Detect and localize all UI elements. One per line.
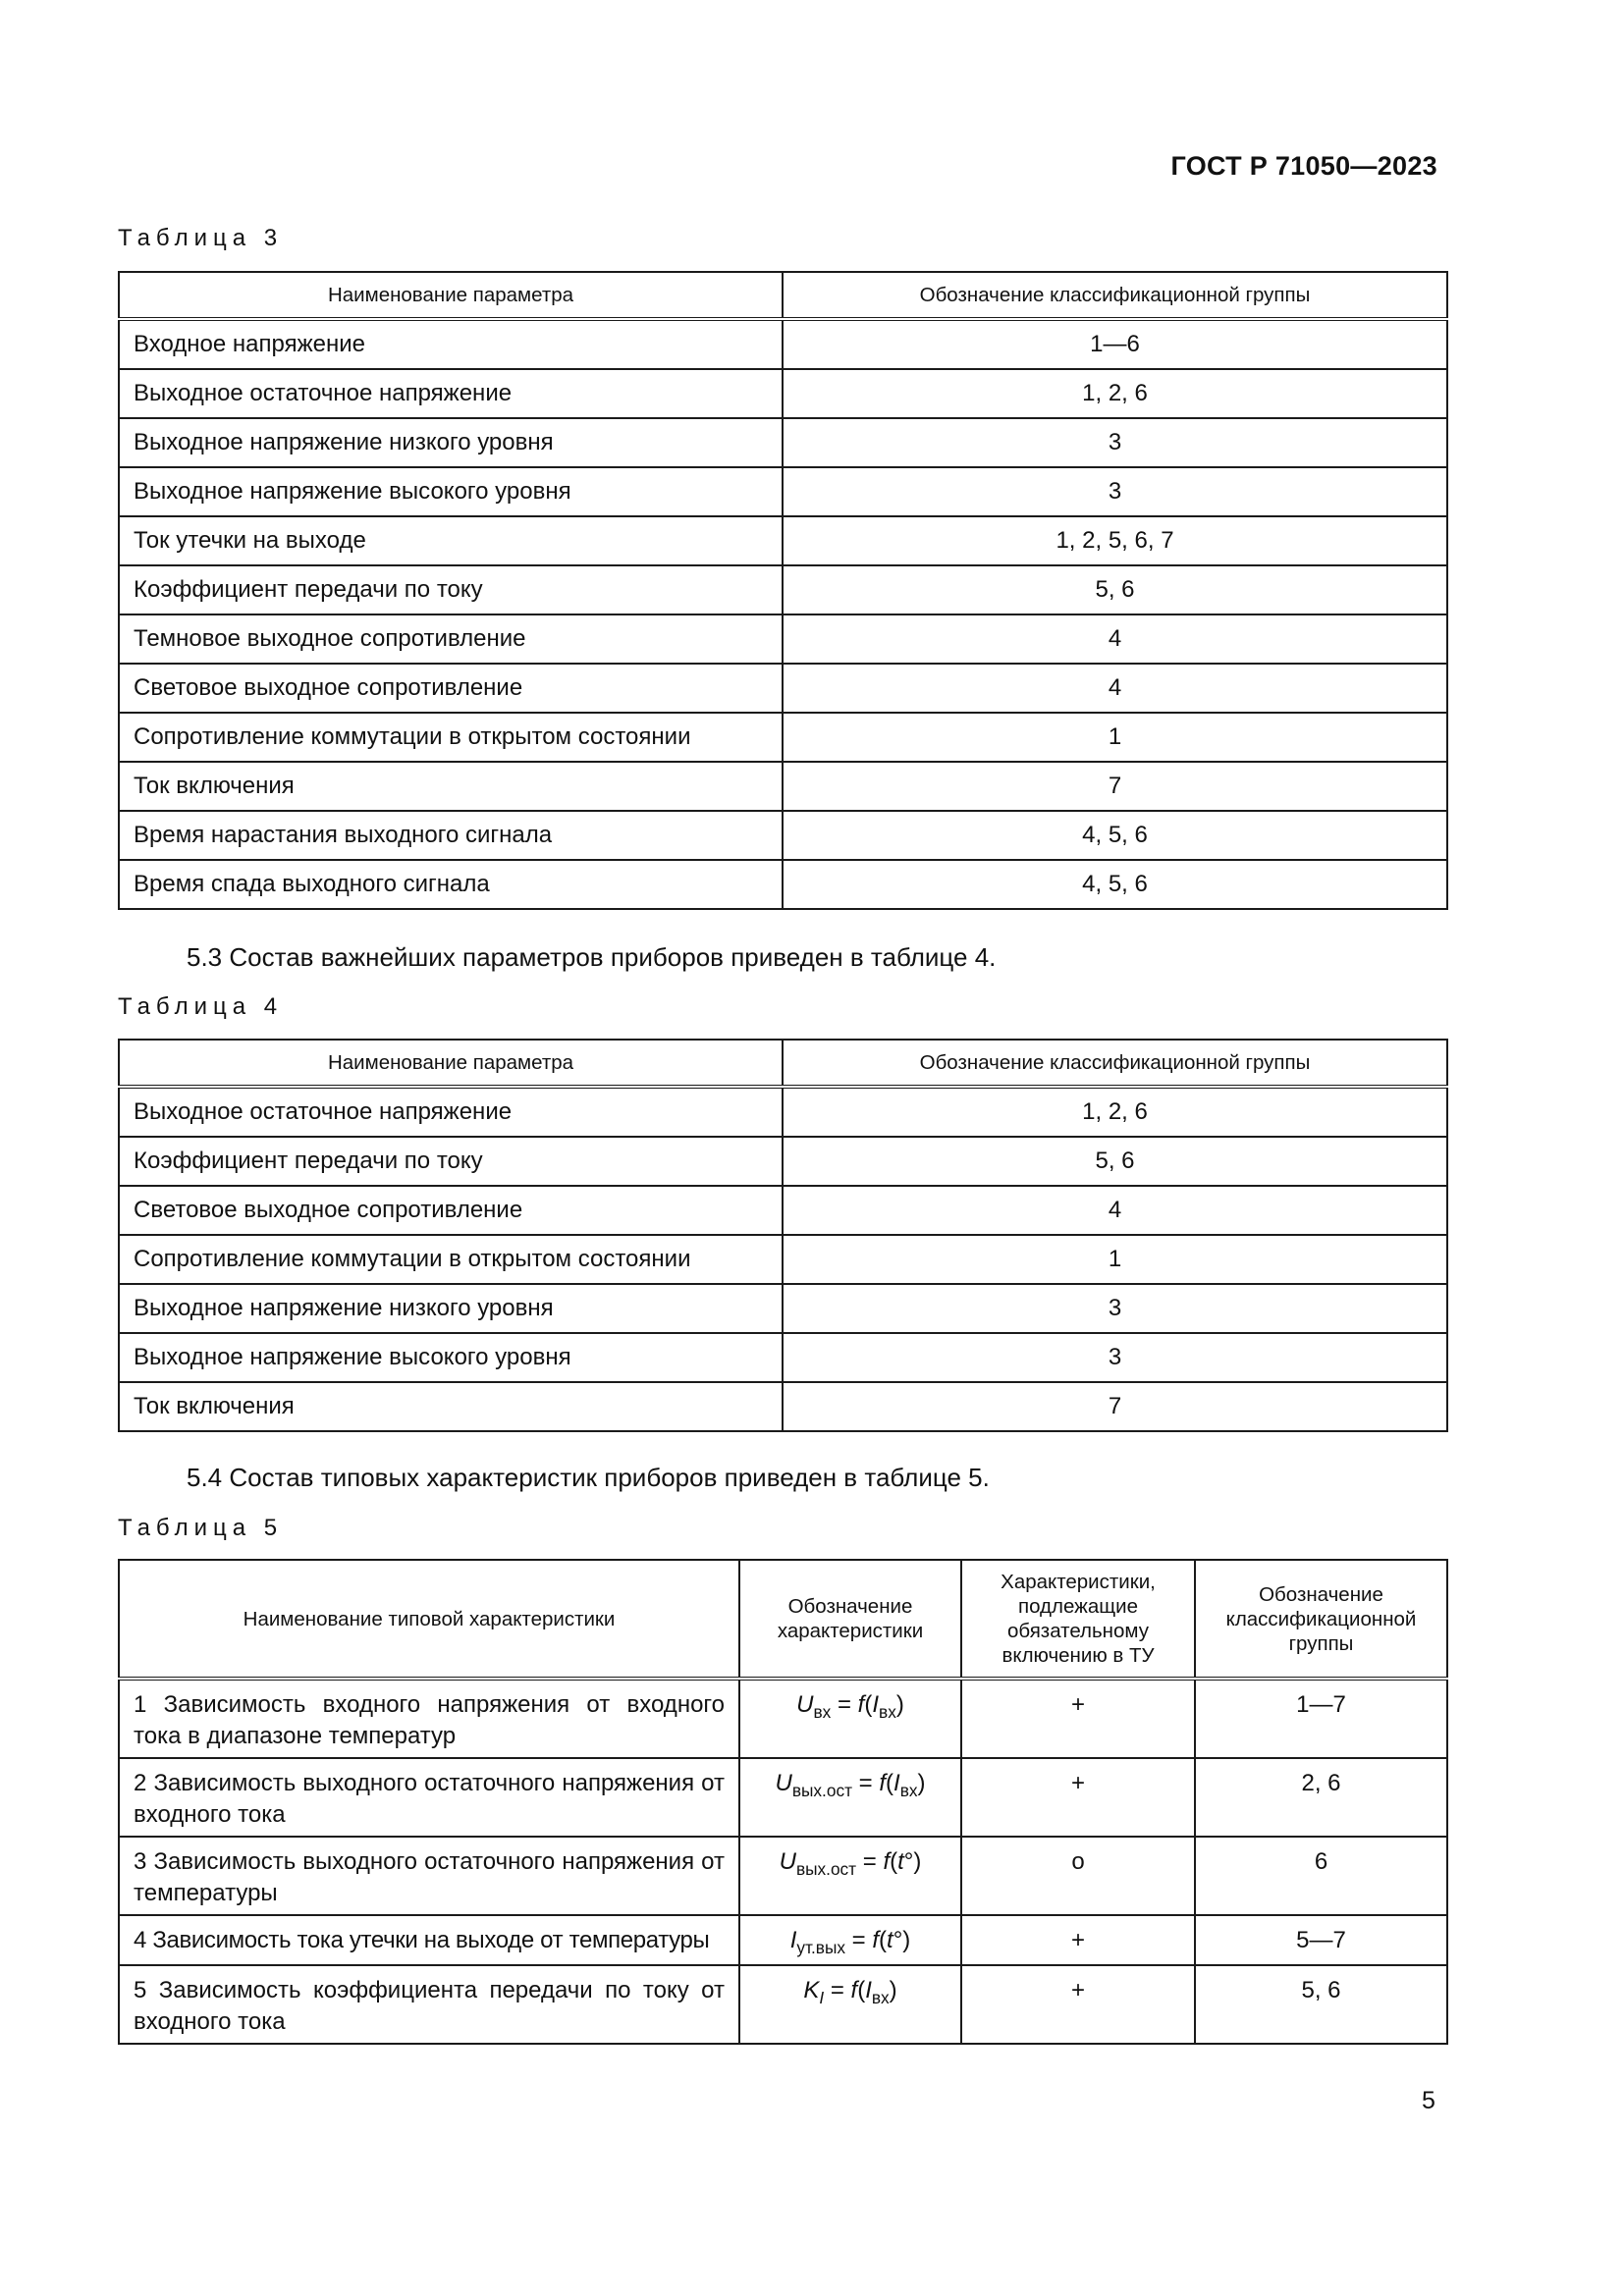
param-name: Сопротивление коммутации в открытом состоянии: [119, 1235, 783, 1284]
group-code: 4: [783, 1186, 1447, 1235]
group-code: 2, 6: [1195, 1758, 1447, 1837]
table5-header-symbol: Обозначение характеристики: [739, 1560, 961, 1679]
characteristic-symbol: $I_{ут.вых} = f(t^\circ)$: [739, 1915, 961, 1965]
table3: [118, 271, 1448, 910]
group-code: 4: [783, 664, 1447, 713]
param-name: Время спада выходного сигнала: [119, 860, 783, 909]
table3-caption: Таблица 3: [118, 225, 284, 251]
characteristic-description: 4 Зависимость тока утечки на выходе от температуры: [119, 1915, 739, 1965]
param-name: Коэффициент передачи по току: [119, 565, 783, 614]
group-code: 3: [783, 1333, 1447, 1382]
characteristic-description: 5 Зависимость коэффициента передачи по току от входного тока: [119, 1965, 739, 2044]
param-name: Ток утечки на выходе: [119, 516, 783, 565]
page-number: 5: [1422, 2087, 1435, 2114]
table5: [118, 1559, 1448, 2045]
param-name: Выходное напряжение низкого уровня: [119, 418, 783, 467]
table-row: [119, 860, 1447, 909]
mandatory-mark: +: [961, 1965, 1195, 2044]
paragraph-5-4: 5.4 Состав типовых характеристик приборов приведен в таблице 5.: [187, 1463, 990, 1492]
group-code: 5—7: [1195, 1915, 1447, 1965]
param-name: Время нарастания выходного сигнала: [119, 811, 783, 860]
table-row: [119, 1087, 1447, 1137]
characteristic-description: 3 Зависимость выходного остаточного напряжения от температуры: [119, 1837, 739, 1915]
group-code: 3: [783, 418, 1447, 467]
table-row: [119, 1284, 1447, 1333]
group-code: 4, 5, 6: [783, 860, 1447, 909]
group-code: 1—7: [1195, 1679, 1447, 1758]
param-name: Ток включения: [119, 762, 783, 811]
table-row: [119, 614, 1447, 664]
group-code: 1: [783, 713, 1447, 762]
paragraph-5-3: 5.3 Состав важнейших параметров приборов приведен в таблице 4.: [187, 942, 997, 972]
table4-header-name: Наименование параметра: [119, 1040, 783, 1087]
table3-header-code: Обозначение классификационной группы: [783, 272, 1447, 319]
group-code: 6: [1195, 1837, 1447, 1915]
table4-header-code: Обозначение классификационной группы: [783, 1040, 1447, 1087]
table-row: [119, 467, 1447, 516]
group-code: 1, 2, 6: [783, 369, 1447, 418]
group-code: 3: [783, 467, 1447, 516]
table-row: [119, 713, 1447, 762]
table-row: [119, 1137, 1447, 1186]
table5-caption: Таблица 5: [118, 1515, 284, 1541]
param-name: Ток включения: [119, 1382, 783, 1431]
characteristic-symbol: $U_{вых.ост} = f(t^\circ)$: [739, 1837, 961, 1915]
mandatory-mark: о: [961, 1837, 1195, 1915]
mandatory-mark: +: [961, 1915, 1195, 1965]
param-name: Выходное напряжение низкого уровня: [119, 1284, 783, 1333]
group-code: 5, 6: [1195, 1965, 1447, 2044]
table-row: [119, 565, 1447, 614]
group-code: 1—6: [783, 319, 1447, 369]
table-row: [119, 762, 1447, 811]
table-row: [119, 369, 1447, 418]
table-row: [119, 1679, 1447, 1758]
table-row: [119, 1837, 1447, 1915]
table-row: [119, 1965, 1447, 2044]
table-row: [119, 1235, 1447, 1284]
group-code: 3: [783, 1284, 1447, 1333]
table5-header-mandatory: Характеристики, подлежащие обязательному включению в ТУ: [961, 1560, 1195, 1679]
param-name: Световое выходное сопротивление: [119, 1186, 783, 1235]
characteristic-symbol: $U_{вх} = f(I_{вх})$: [739, 1679, 961, 1758]
characteristic-symbol: $U_{вых.ост} = f(I_{вх})$: [739, 1758, 961, 1837]
param-name: Световое выходное сопротивление: [119, 664, 783, 713]
group-code: 1: [783, 1235, 1447, 1284]
table-row: [119, 1915, 1447, 1965]
param-name: Коэффициент передачи по току: [119, 1137, 783, 1186]
table3-header-name: Наименование параметра: [119, 272, 783, 319]
group-code: 5, 6: [783, 1137, 1447, 1186]
table-row: [119, 1186, 1447, 1235]
table-row: [119, 1758, 1447, 1837]
group-code: 1, 2, 5, 6, 7: [783, 516, 1447, 565]
group-code: 5, 6: [783, 565, 1447, 614]
table-row: [119, 1333, 1447, 1382]
table-row: [119, 1382, 1447, 1431]
table-row: [119, 516, 1447, 565]
group-code: 4: [783, 614, 1447, 664]
param-name: Выходное остаточное напряжение: [119, 1087, 783, 1137]
table4-caption: Таблица 4: [118, 993, 284, 1020]
group-code: 4, 5, 6: [783, 811, 1447, 860]
table-row: [119, 418, 1447, 467]
characteristic-description: 1 Зависимость входного напряжения от входного тока в диапазоне температур: [119, 1679, 739, 1758]
mandatory-mark: +: [961, 1758, 1195, 1837]
table-row: [119, 664, 1447, 713]
param-name: Сопротивление коммутации в открытом состоянии: [119, 713, 783, 762]
param-name: Выходное напряжение высокого уровня: [119, 467, 783, 516]
mandatory-mark: +: [961, 1679, 1195, 1758]
group-code: 1, 2, 6: [783, 1087, 1447, 1137]
param-name: Выходное остаточное напряжение: [119, 369, 783, 418]
param-name: Темновое выходное сопротивление: [119, 614, 783, 664]
group-code: 7: [783, 1382, 1447, 1431]
table4: [118, 1039, 1448, 1432]
table5-header-group: Обозначение классификационной группы: [1195, 1560, 1447, 1679]
characteristic-description: 2 Зависимость выходного остаточного напряжения от входного тока: [119, 1758, 739, 1837]
param-name: Входное напряжение: [119, 319, 783, 369]
document-standard-number: ГОСТ Р 71050—2023: [1170, 151, 1437, 181]
table5-header-characteristic: Наименование типовой характеристики: [119, 1560, 739, 1679]
characteristic-symbol: $K_I = f(I_{вх})$: [739, 1965, 961, 2044]
param-name: Выходное напряжение высокого уровня: [119, 1333, 783, 1382]
table-row: [119, 319, 1447, 369]
table-row: [119, 811, 1447, 860]
group-code: 7: [783, 762, 1447, 811]
